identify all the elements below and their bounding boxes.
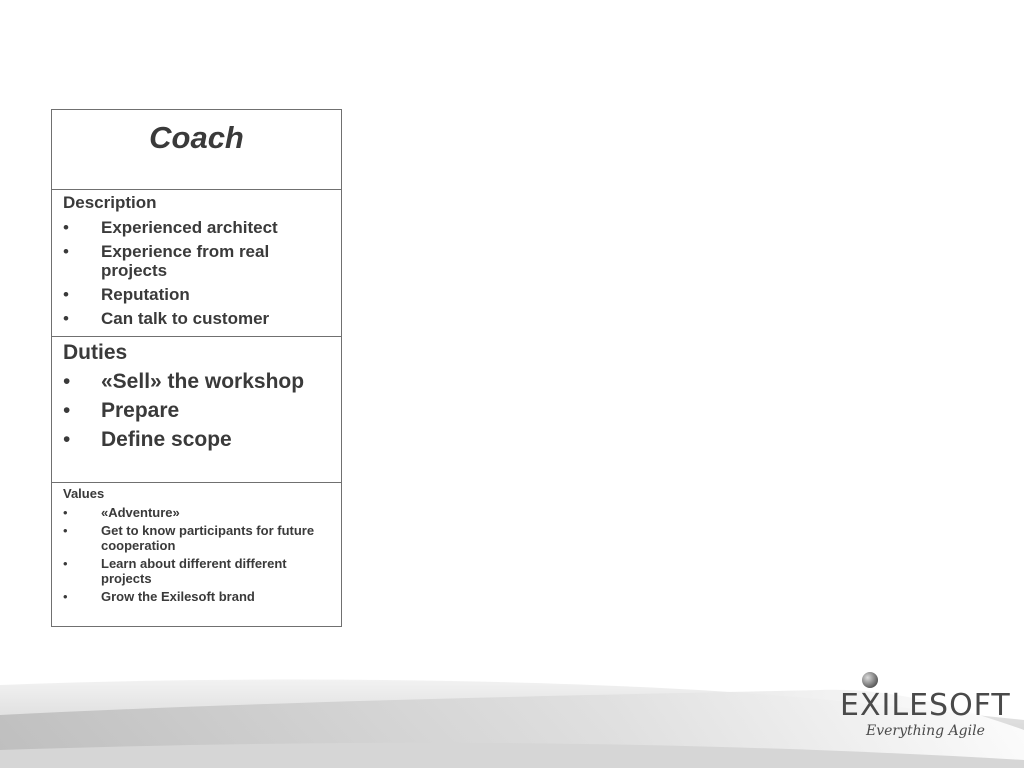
logo-sphere-icon <box>862 672 878 688</box>
values-item: • «Adventure» <box>63 505 335 520</box>
description-item: • Can talk to customer <box>63 309 335 328</box>
exilesoft-logo <box>820 668 1020 748</box>
values-heading: Values <box>63 486 105 501</box>
description-item: • Experienced architect <box>63 218 335 237</box>
duties-section <box>52 337 341 483</box>
duties-item: • «Sell» the workshop <box>63 370 335 394</box>
logo-wordmark: EXILESOFT <box>840 688 1011 723</box>
description-heading: Description <box>63 193 157 212</box>
description-list <box>63 218 335 328</box>
values-list <box>63 505 335 604</box>
duties-item: • Prepare <box>63 399 335 423</box>
values-item: • Learn about different different projects <box>63 556 335 586</box>
description-section <box>52 190 341 337</box>
logo-tagline: Everything Agile <box>866 723 985 739</box>
duties-list <box>63 370 335 452</box>
coach-role-card <box>51 109 342 627</box>
duties-item: • Define scope <box>63 428 335 452</box>
duties-heading: Duties <box>63 341 128 364</box>
description-item: • Experience from real projects <box>63 242 335 280</box>
description-item: • Reputation <box>63 285 335 304</box>
values-section <box>52 483 341 626</box>
values-item: • Get to know participants for future cooperation <box>63 523 335 553</box>
card-title: Coach <box>52 110 341 190</box>
values-item: • Grow the Exilesoft brand <box>63 589 335 604</box>
